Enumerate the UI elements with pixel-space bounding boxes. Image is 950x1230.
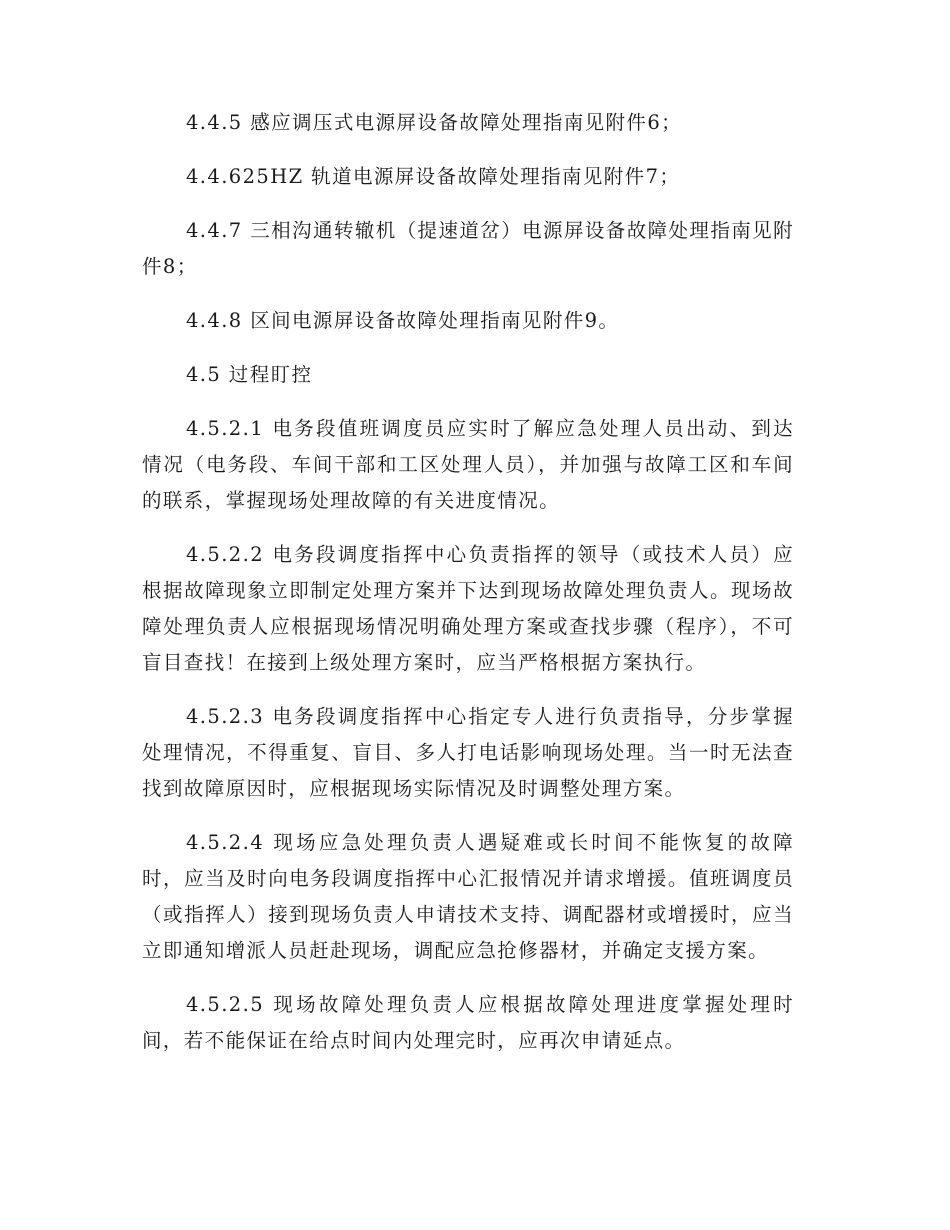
paragraph-4-4-5: 4.4.5 感应调压式电源屏设备故障处理指南见附件6； [186,111,683,134]
paragraph-4-5-2-1: 4.5.2.1 电务段值班调度员应实时了解应急处理人员出动、到达情况（电务段、车间干部和工区处理人员），并加强与故障工区和车间的联系，掌握现场处理故障的有关进度情况。 [142,417,794,512]
paragraph-4-4-7: 4.4.7 三相沟通转辙机（提速道岔）电源屏设备故障处理指南见附件8； [142,219,794,278]
paragraph-4-5-2-5: 4.5.2.5 现场故障处理负责人应根据故障处理进度掌握处理时间，若不能保证在给点时间内处理完时，应再次申请延点。 [142,993,794,1052]
document-body [142,105,794,1077]
section-heading-4-5: 4.5 过程盯控 [186,363,313,386]
paragraph-4-5-2-3: 4.5.2.3 电务段调度指挥中心指定专人进行负责指导，分步掌握处理情况，不得重复、盲目、多人打电话影响现场处理。当一时无法查找到故障原因时，应根据现场实际情况及时调整处理方案。 [142,705,794,800]
paragraph-4-5-2-4: 4.5.2.4 现场应急处理负责人遇疑难或长时间不能恢复的故障时，应当及时向电务段调度指挥中心汇报情况并请求增援。值班调度员（或指挥人）接到现场负责人申请技术支持、调配器材或增援时，应当立即通知增派人员赶赴现场，调配应急抢修器材，并确定支援方案。 [142,831,794,962]
paragraph-4-4-8: 4.4.8 区间电源屏设备故障处理指南见附件9。 [186,309,620,332]
paragraph-4-5-2-2: 4.5.2.2 电务段调度指挥中心负责指挥的领导（或技术人员）应根据故障现象立即制定处理方案并下达到现场故障处理负责人。现场故障处理负责人应根据现场情况明确处理方案或查找步骤（程序），不可盲目查找！在接到上级处理方案时，应当严格根据方案执行。 [142,543,794,674]
paragraph-4-4-6: 4.4.625HZ 轨道电源屏设备故障处理指南见附件7； [186,165,681,188]
